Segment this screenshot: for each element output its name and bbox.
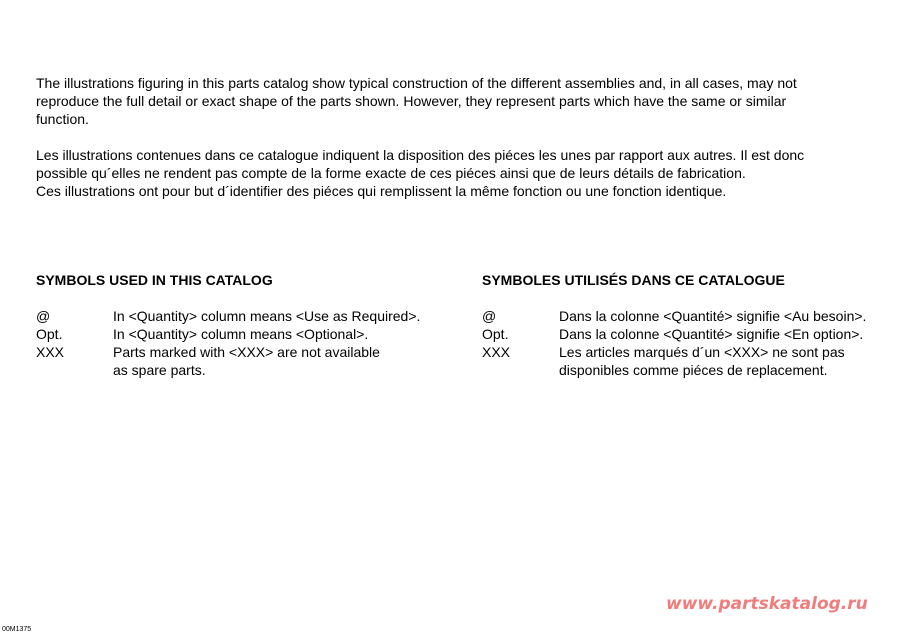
symbol-description-line: Dans la colonne <Quantité> signifie <Au besoin>. bbox=[559, 308, 867, 324]
intro-english-paragraph bbox=[36, 74, 876, 128]
symbol-description bbox=[113, 343, 456, 379]
intro-english-line: function. bbox=[36, 111, 89, 127]
symbol-description-line: as spare parts. bbox=[113, 362, 206, 378]
symbols-french-list bbox=[482, 307, 894, 379]
symbol-row-opt bbox=[36, 325, 456, 343]
symbol-description-line: disponibles comme piéces de replacement. bbox=[559, 362, 828, 378]
symbol-row-at bbox=[482, 307, 894, 325]
intro-french-line: possible qu´elles ne rendent pas compte de la forme exacte de ces piéces ainsi que de leurs détails de fabrication. bbox=[36, 165, 746, 181]
symbol-description bbox=[559, 343, 894, 379]
symbol-code: XXX bbox=[36, 344, 65, 360]
symbol-code: Opt. bbox=[482, 326, 509, 342]
symbol-description-line: Dans la colonne <Quantité> signifie <En option>. bbox=[559, 326, 864, 342]
symbol-description-line: Les articles marqués d´un <XXX> ne sont pas bbox=[559, 344, 845, 360]
intro-english-line: The illustrations figuring in this parts catalog show typical construction of the different assemblies and, in all cases, may not bbox=[36, 75, 797, 91]
symbol-description bbox=[113, 325, 456, 343]
symbol-description-line: In <Quantity> column means <Optional>. bbox=[113, 326, 369, 342]
symbols-english-title: SYMBOLS USED IN THIS CATALOG bbox=[36, 272, 273, 288]
symbol-description bbox=[113, 307, 456, 325]
symbol-code: Opt. bbox=[36, 326, 63, 342]
symbol-description bbox=[559, 325, 894, 343]
symbol-code: @ bbox=[36, 308, 51, 324]
symbol-description-line: In <Quantity> column means <Use as Required>. bbox=[113, 308, 421, 324]
watermark-url: www.partskatalog.ru bbox=[666, 594, 868, 614]
intro-french-line: Ces illustrations ont pour but d´identifier des piéces qui remplissent la même fonction ou une fonction identique. bbox=[36, 183, 727, 199]
symbol-code: @ bbox=[482, 308, 497, 324]
symbol-row-at bbox=[36, 307, 456, 325]
document-code: 00M1375 bbox=[2, 626, 32, 633]
symbol-code: XXX bbox=[482, 344, 511, 360]
symbol-row-xxx bbox=[36, 343, 456, 379]
symbol-description-line: Parts marked with <XXX> are not available bbox=[113, 344, 380, 360]
symbols-english-list bbox=[36, 307, 456, 379]
intro-french-line: Les illustrations contenues dans ce catalogue indiquent la disposition des piéces les unes par rapport aux autres. Il est donc bbox=[36, 147, 805, 163]
intro-french-paragraph bbox=[36, 146, 876, 200]
symbol-description bbox=[559, 307, 894, 325]
symbols-french-title: SYMBOLES UTILISÉS DANS CE CATALOGUE bbox=[482, 272, 785, 288]
symbol-row-xxx bbox=[482, 343, 894, 379]
intro-english-line: reproduce the full detail or exact shape of the parts shown. However, they represent parts which have the same or similar bbox=[36, 93, 787, 109]
symbol-row-opt bbox=[482, 325, 894, 343]
